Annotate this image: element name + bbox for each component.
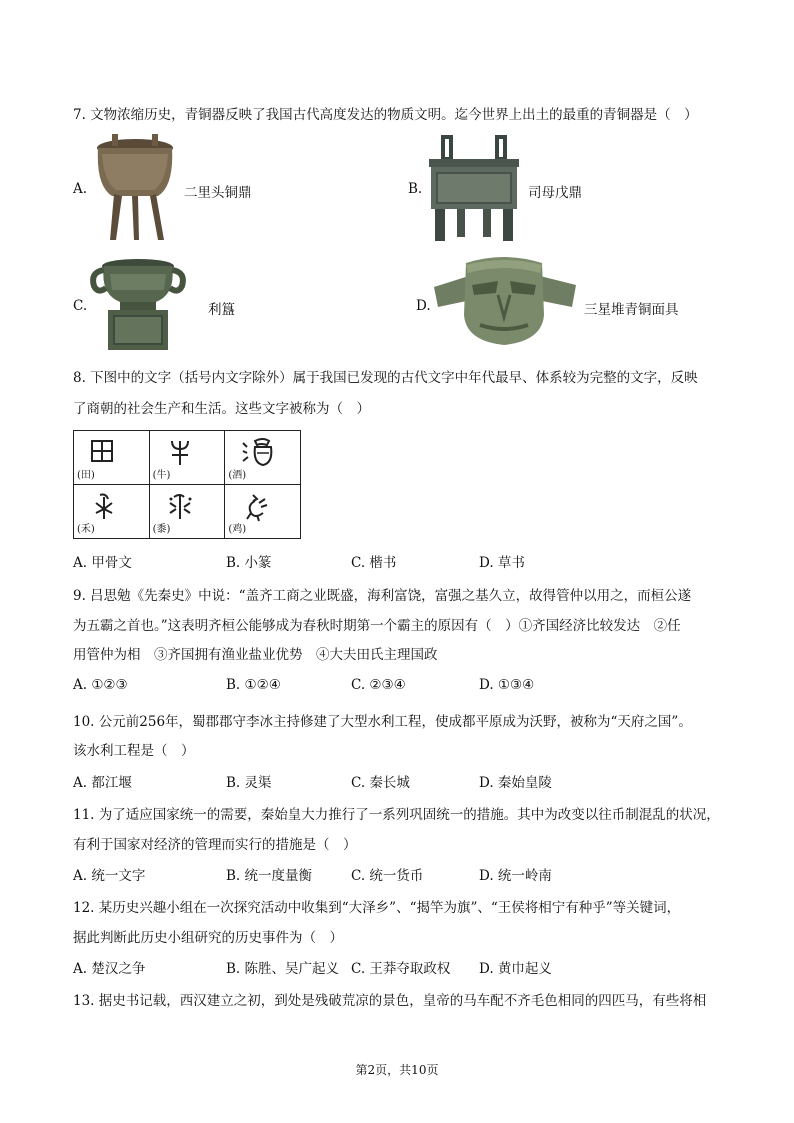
q9-option-d: D. ①③④ xyxy=(479,677,535,693)
glyph-cell-niu xyxy=(149,431,225,485)
q12-option-d: D. 黄巾起义 xyxy=(479,961,552,977)
oracle-glyph-ji-icon xyxy=(239,491,273,523)
q7-option-c-letter: C. xyxy=(73,298,88,314)
q12-option-a: A. 楚汉之争 xyxy=(73,961,146,977)
q12-option-b: B. 陈胜、吴广起义 xyxy=(226,961,340,977)
q11-stem-line-2: 有利于国家对经济的管理而实行的措施是（ ） xyxy=(73,837,357,853)
glyph-caption: (酒) xyxy=(228,470,247,481)
q8-option-c: C. 楷书 xyxy=(351,555,397,571)
q9-option-c: C. ②③④ xyxy=(351,677,406,693)
q12-option-c: C. 王莽夺取政权 xyxy=(351,961,451,977)
glyph-cell-he xyxy=(74,485,150,539)
q8-stem-line-2: 了商朝的社会生产和生活。这些文字被称为（ ） xyxy=(73,401,370,417)
q8-option-b: B. 小篆 xyxy=(226,555,272,571)
q11-stem-line-1: 11. 为了适应国家统一的需要，秦始皇大力推行了一系列巩固统一的措施。其中为改变以往币制混乱的状况， xyxy=(73,807,720,823)
erlitou-bronze-ding-image xyxy=(92,134,178,242)
q10-option-b: B. 灵渠 xyxy=(226,775,272,791)
q7-option-a-label: 二里头铜鼎 xyxy=(184,185,252,201)
glyph-cell-jiu xyxy=(225,431,301,485)
page-number-footer: 第2页，共10页 xyxy=(355,1063,439,1077)
glyph-caption: (鸡) xyxy=(228,524,247,535)
q11-option-a: A. 统一文字 xyxy=(73,868,146,884)
q7-option-d-letter: D. xyxy=(416,298,431,314)
glyph-caption: (黍) xyxy=(152,524,171,535)
q9-stem-line-1: 9. 吕思勉《先秦史》中说：“盖齐工商之业既盛，海利富饶，富强之基久立，故得管仲以用之，而桓公遂 xyxy=(73,588,692,604)
q11-option-c: C. 统一货币 xyxy=(351,868,424,884)
q11-option-b: B. 统一度量衡 xyxy=(226,868,313,884)
q7-option-d-label: 三星堆青铜面具 xyxy=(584,302,679,318)
q11-option-d: D. 统一岭南 xyxy=(479,868,552,884)
q8-stem-line-1: 8. 下图中的文字（括号内文字除外）属于我国已发现的古代文字中年代最早、体系较为完整的文字，反映 xyxy=(73,370,698,386)
oracle-glyph-shu-icon xyxy=(164,491,198,521)
q7-option-b-letter: B. xyxy=(408,181,423,197)
q12-stem-line-1: 12. 某历史兴趣小组在一次探究活动中收集到“大泽乡”、“揭竿为旗”、“王侯将相宁有种乎”等关键词， xyxy=(73,900,681,916)
li-gui-image xyxy=(90,256,186,352)
glyph-caption: (田) xyxy=(77,470,95,481)
oracle-glyph-jiu-icon xyxy=(239,437,279,469)
oracle-glyph-he-icon xyxy=(88,491,122,521)
glyph-caption: (牛) xyxy=(152,470,171,481)
glyph-cell-shu xyxy=(149,485,225,539)
q9-stem-line-2: 为五霸之首也。”这表明齐桓公能够成为春秋时期第一个霸主的原因有（ ）①齐国经济比较发达 ②任 xyxy=(73,618,681,634)
q9-option-a: A. ①②③ xyxy=(73,677,128,693)
q7-option-b-label: 司母戊鼎 xyxy=(528,185,582,201)
q7-stem: 7. 文物浓缩历史，青铜器反映了我国古代高度发达的物质文明。迄今世界上出土的最重的青铜器是（ ） xyxy=(73,107,698,123)
oracle-glyph-tian-icon xyxy=(88,437,122,467)
q8-option-a: A. 甲骨文 xyxy=(73,555,132,571)
glyph-cell-tian xyxy=(74,431,150,485)
q13-stem-line-1: 13. 据史书记载，西汉建立之初，到处是残破荒凉的景色，皇帝的马车配不齐毛色相同的四匹马，有些将相 xyxy=(73,993,707,1009)
oracle-bone-glyph-table xyxy=(73,430,301,539)
glyph-caption: (禾) xyxy=(77,524,95,535)
q10-option-c: C. 秦长城 xyxy=(351,775,410,791)
q12-stem-line-2: 据此判断此历史小组研究的历史事件为（ ） xyxy=(73,930,343,946)
oracle-glyph-niu-icon xyxy=(164,437,198,467)
q10-stem-line-2: 该水利工程是（ ） xyxy=(73,743,195,759)
sanxingdui-bronze-mask-image xyxy=(432,255,578,347)
q7-option-a-letter: A. xyxy=(73,181,88,197)
glyph-cell-ji xyxy=(225,485,301,539)
q8-option-d: D. 草书 xyxy=(479,555,525,571)
q10-option-a: A. 都江堰 xyxy=(73,775,132,791)
q10-option-d: D. 秦始皇陵 xyxy=(479,775,552,791)
q9-stem-line-3: 用管仲为相 ③齐国拥有渔业盐业优势 ④大夫田氏主理国政 xyxy=(73,647,438,663)
q10-stem-line-1: 10. 公元前256年，蜀郡郡守李冰主持修建了大型水利工程，使成都平原成为沃野，被称为“天府之国”。 xyxy=(73,714,692,730)
q9-option-b: B. ①②④ xyxy=(226,677,281,693)
q7-option-c-label: 利簋 xyxy=(208,302,235,318)
simuwu-ding-image xyxy=(427,135,521,243)
